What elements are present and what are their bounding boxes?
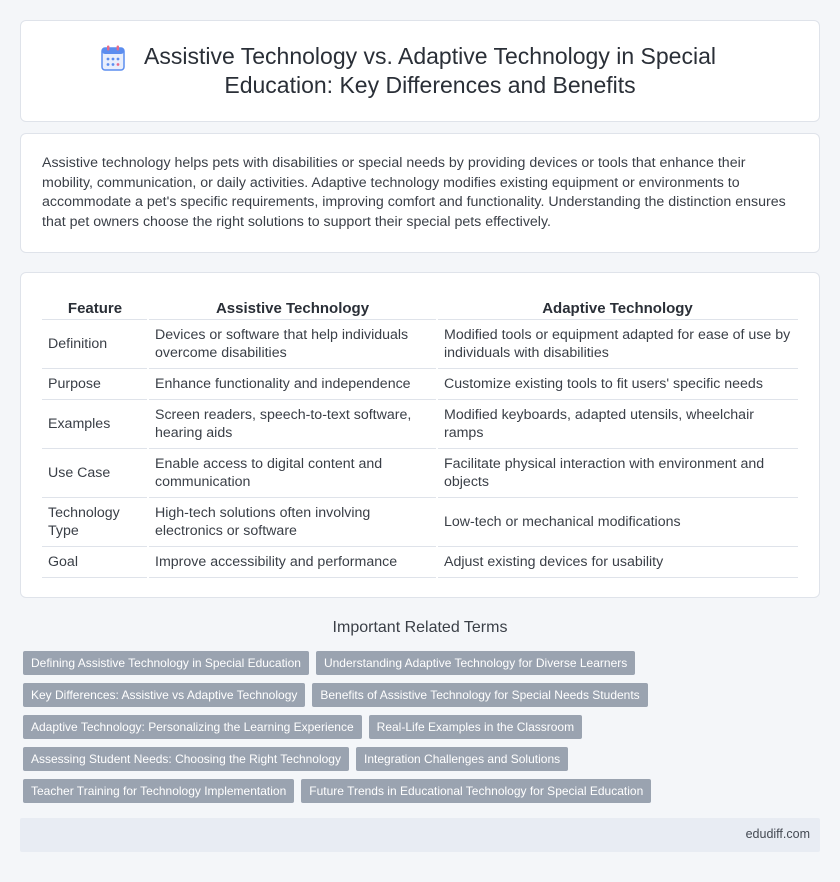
cell-assistive: Devices or software that help individuals overcome disabilities — [148, 319, 437, 368]
cell-adaptive: Low-tech or mechanical modifications — [437, 497, 798, 546]
intro-card — [20, 133, 820, 253]
header-card — [20, 20, 820, 122]
header-adaptive: Adaptive Technology — [437, 295, 798, 319]
comparison-table-card — [20, 272, 820, 598]
page-title: Assistive Technology vs. Adaptive Technology in Special Education: Key Differences and Benefits — [144, 43, 716, 98]
related-term-link[interactable]: Understanding Adaptive Technology for Diverse Learners — [316, 651, 635, 675]
tag-row — [23, 651, 823, 675]
cell-assistive: Enable access to digital content and communication — [148, 448, 437, 497]
cell-adaptive: Modified tools or equipment adapted for ease of use by individuals with disabilities — [437, 319, 798, 368]
related-term-link[interactable]: Key Differences: Assistive vs Adaptive Technology — [23, 683, 305, 707]
cell-adaptive: Adjust existing devices for usability — [437, 546, 798, 577]
tag-row — [23, 779, 823, 803]
related-term-link[interactable]: Integration Challenges and Solutions — [356, 747, 568, 771]
cell-feature: Examples — [42, 399, 148, 448]
table-header-row — [42, 295, 798, 319]
related-terms-list — [23, 651, 823, 811]
cell-feature: Purpose — [42, 368, 148, 399]
table-row — [42, 546, 798, 577]
related-term-link[interactable]: Real-Life Examples in the Classroom — [369, 715, 582, 739]
table-row — [42, 497, 798, 546]
tag-row — [23, 747, 823, 771]
header-assistive: Assistive Technology — [148, 295, 437, 319]
related-term-link[interactable]: Future Trends in Educational Technology for Special Education — [301, 779, 651, 803]
related-term-link[interactable]: Teacher Training for Technology Implementation — [23, 779, 294, 803]
footer-site-link[interactable]: edudiff.com — [745, 827, 810, 841]
cell-feature: Technology Type — [42, 497, 148, 546]
cell-adaptive: Modified keyboards, adapted utensils, wheelchair ramps — [437, 399, 798, 448]
intro-paragraph: Assistive technology helps pets with disabilities or special needs by providing devices or tools that enhance their mobility, communication, or daily activities. Adaptive technology modifies existing equipment or environments to accommodate a pet's specific requirements, improving comfort and functionality. Understanding the distinction ensures that pet owners choose the right solutions to support their special pets effectively. — [42, 155, 786, 230]
related-term-link[interactable]: Assessing Student Needs: Choosing the Right Technology — [23, 747, 349, 771]
table-row — [42, 399, 798, 448]
footer — [20, 818, 820, 852]
tag-row — [23, 715, 823, 739]
related-term-link[interactable]: Benefits of Assistive Technology for Special Needs Students — [312, 683, 647, 707]
related-term-link[interactable]: Adaptive Technology: Personalizing the Learning Experience — [23, 715, 362, 739]
cell-adaptive: Customize existing tools to fit users' specific needs — [437, 368, 798, 399]
cell-feature: Use Case — [42, 448, 148, 497]
cell-assistive: Improve accessibility and performance — [148, 546, 437, 577]
table-row — [42, 368, 798, 399]
cell-feature: Definition — [42, 319, 148, 368]
cell-feature: Goal — [42, 546, 148, 577]
table-row — [42, 448, 798, 497]
header-feature: Feature — [42, 295, 148, 319]
cell-assistive: Screen readers, speech-to-text software, hearing aids — [148, 399, 437, 448]
cell-adaptive: Facilitate physical interaction with environment and objects — [437, 448, 798, 497]
comparison-table — [42, 295, 798, 578]
tag-row — [23, 683, 823, 707]
table-row — [42, 319, 798, 368]
cell-assistive: Enhance functionality and independence — [148, 368, 437, 399]
cell-assistive: High-tech solutions often involving electronics or software — [148, 497, 437, 546]
related-term-link[interactable]: Defining Assistive Technology in Special Education — [23, 651, 309, 675]
related-terms-title: Important Related Terms — [332, 619, 508, 636]
